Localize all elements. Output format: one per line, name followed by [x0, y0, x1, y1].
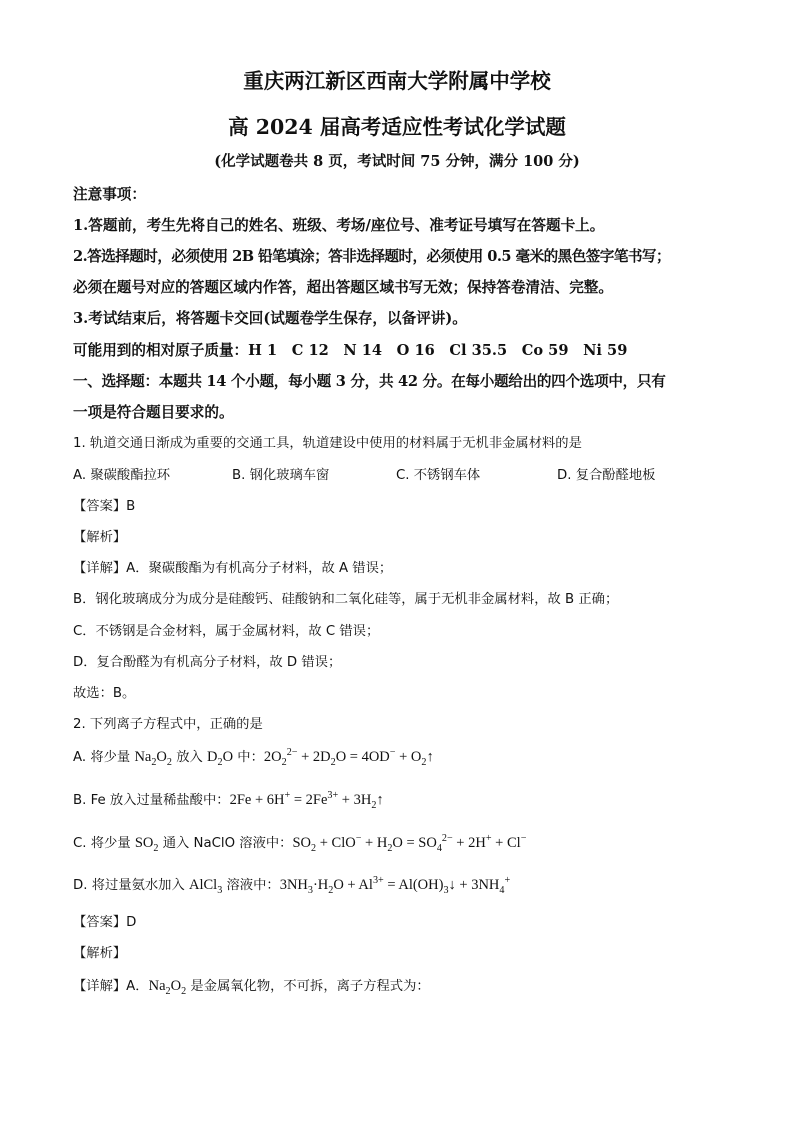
q2-detail-a-prefix: 【详解】A． — [73, 979, 149, 994]
q2-option-a-equation: $2O_2^{2-} + 2D_2O = 4OD^-$ + $O_2↑$ — [263, 747, 434, 768]
q2-detail-a-suffix: 是金属氧化物，不可拆，离子方程式为： — [186, 979, 430, 994]
q2-option-d-mid: 溶液中： — [222, 878, 280, 893]
q2-option-b — [73, 789, 384, 811]
q2-option-d-prefix: D. 将过量氨水加入 — [73, 878, 189, 893]
q1-option-d: D. 复合酚醛地板 — [557, 468, 656, 483]
q2-option-a-suffix: 中： — [233, 750, 264, 765]
q1-answer: 【答案】B — [73, 499, 136, 514]
notice-item-3: 3.考试结束后，将答题卡交回(试题卷学生保存，以备评讲)。 — [73, 310, 467, 327]
q2-option-a-formula-d2o: $D_2O$ — [207, 749, 234, 768]
q2-analysis-label: 【解析】 — [73, 946, 127, 961]
section-1-heading-line-1: 一、选择题：本题共 14 个小题，每小题 3 分，共 42 分。在每小题给出的四个选项中，只有 — [73, 373, 666, 390]
school-name: 重庆两江新区西南大学附属中学校 — [243, 69, 551, 93]
q2-option-d-formula-alcl3: AlCl$_3$ — [189, 877, 223, 896]
exam-title: 高 2024 届高考适应性考试化学试题 — [228, 115, 566, 139]
q2-option-c — [73, 832, 526, 854]
q1-detail-a: 【详解】A．聚碳酸酯为有机高分子材料，故 A 错误； — [73, 561, 393, 576]
notice-item-2-line-1: 2.答选择题时，必须使用 2B 铅笔填涂；答非选择题时，必须使用 0.5 毫米的黑色签字笔书写； — [73, 248, 671, 265]
q2-option-a-formula-na2o2: $Na_2O_2$ — [134, 749, 172, 768]
q2-option-a — [73, 746, 434, 768]
q2-option-c-equation: $SO_2 + ClO^- + H_2O = SO_4^{2-} + 2H^+ + Cl^-$ — [292, 833, 527, 854]
q1-stem: 1. 轨道交通日渐成为重要的交通工具，轨道建设中使用的材料属于无机非金属材料的是 — [73, 436, 582, 451]
q2-detail-a-formula: $Na_2O_2$ — [148, 978, 187, 997]
q2-answer: 【答案】D — [73, 915, 137, 930]
q2-option-a-prefix: A. 将少量 — [73, 750, 135, 765]
exam-info: (化学试题卷共 8 页，考试时间 75 分钟，满分 100 分) — [214, 153, 580, 170]
q2-option-d — [73, 874, 510, 896]
q2-option-c-prefix: C. 将少量 — [73, 836, 135, 851]
q1-detail-b: B．钢化玻璃成分为成分是硅酸钙、硅酸钠和二氧化硅等，属于无机非金属材料，故 B 正确； — [73, 592, 619, 607]
notice-item-1: 1.答题前，考生先将自己的姓名、班级、考场/座位号、准考证号填写在答题卡上。 — [73, 217, 605, 234]
q2-option-c-mid: 通入 NaClO 溶液中： — [158, 836, 293, 851]
q1-option-a: A. 聚碳酸酯拉环 — [73, 468, 171, 483]
q1-option-c: C. 不锈钢车体 — [396, 468, 481, 483]
section-1-heading-line-2: 一项是符合题目要求的。 — [73, 404, 234, 421]
q1-option-b: B. 钢化玻璃车窗 — [232, 468, 330, 483]
q2-option-b-prefix: B. Fe 放入过量稀盐酸中： — [73, 793, 230, 808]
q2-option-b-equation: $2Fe + 6H^+ = 2Fe^{3+}$ + $3H_2↑$ — [229, 790, 384, 811]
q2-stem: 2. 下列离子方程式中，正确的是 — [73, 717, 263, 732]
q1-analysis-label: 【解析】 — [73, 530, 127, 545]
notice-item-2-line-2: 必须在题号对应的答题区域内作答，超出答题区域书写无效；保持答卷清洁、完整。 — [73, 279, 613, 296]
q2-option-a-mid: 放入 — [171, 750, 208, 765]
q1-detail-c: C．不锈钢是合金材料，属于金属材料，故 C 错误； — [73, 624, 380, 639]
q1-conclusion: 故选：B。 — [73, 686, 136, 701]
q2-option-c-formula-so2: $SO_2$ — [134, 835, 159, 854]
q2-option-d-equation: $3NH_3\cdot H_2O + Al^{3+}$ = $Al(OH)_3↓ + 3NH_4^+$ — [279, 875, 511, 896]
atomic-masses: 可能用到的相对原子质量：H 1 C 12 N 14 O 16 Cl 35.5 Co 59 Ni 59 — [73, 342, 628, 359]
q2-detail-a — [73, 975, 430, 997]
q1-detail-d: D．复合酚醛为有机高分子材料，故 D 错误； — [73, 655, 342, 670]
notice-heading: 注意事项： — [73, 186, 146, 203]
